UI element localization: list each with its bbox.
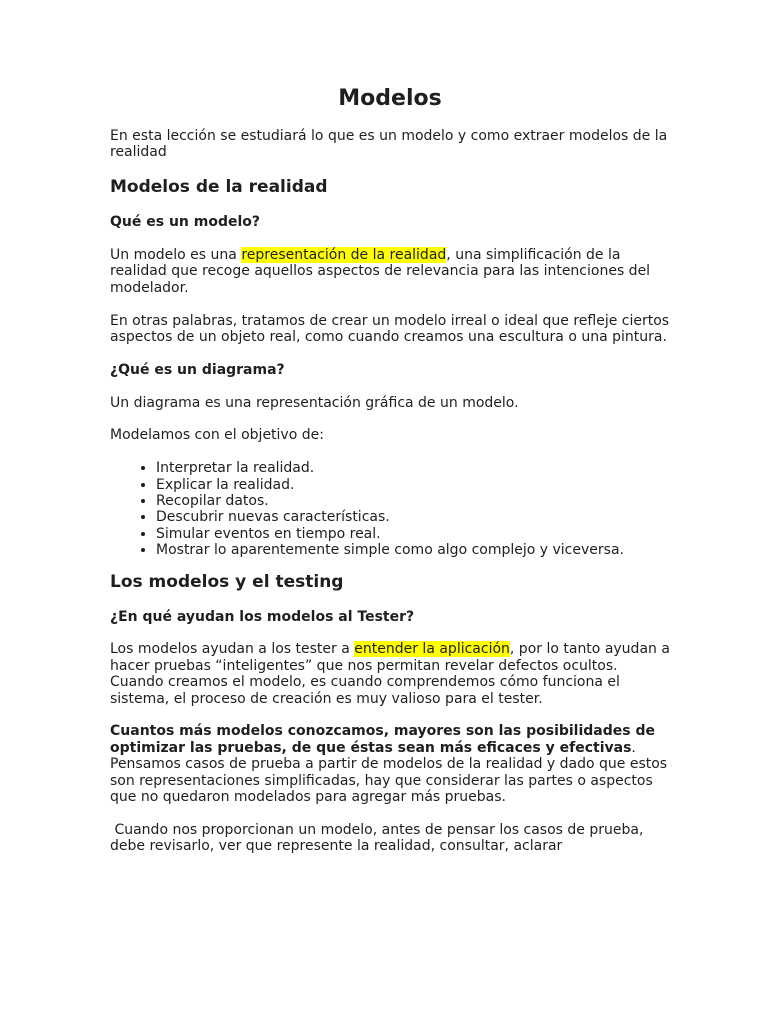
question-que-es-diagrama: ¿Qué es un diagrama?: [110, 361, 285, 378]
list-item: • Recopilar datos.: [156, 493, 670, 509]
section-heading-modelos-testing: Los modelos y el testing: [110, 571, 344, 592]
list-item: • Interpretar la realidad.: [156, 460, 670, 476]
list-item: • Explicar la realidad.: [156, 477, 670, 493]
paragraph-diagrama: Un diagrama es una representación gráfica de un modelo.: [110, 394, 519, 411]
list-item: • Descubrir nuevas características.: [156, 509, 670, 525]
list-item: • Simular eventos en tiempo real.: [156, 526, 670, 542]
page-title: Modelos: [338, 86, 442, 111]
document-body: [110, 86, 670, 855]
objectives-list: [110, 460, 670, 558]
paragraph-objetivo: Modelamos con el objetivo de:: [110, 427, 324, 444]
bold-text: Cuantos más modelos conozcamos, mayores son las posibilidades de optimizar las pruebas, de que éstas sean más eficaces y efectivas: [110, 723, 655, 756]
highlighted-text: representación de la realidad: [241, 247, 447, 263]
highlighted-text: entender la aplicación: [354, 641, 510, 658]
question-que-es-modelo: Qué es un modelo?: [110, 214, 261, 231]
text-run: Un modelo es una: [110, 247, 242, 263]
list-item: • Mostrar lo aparentemente simple como algo complejo y viceversa.: [156, 542, 670, 558]
paragraph-ayudan-tester: [110, 641, 670, 707]
paragraph-otras-palabras: En otras palabras, tratamos de crear un modelo irreal o ideal que refleje ciertos aspectos de un objeto real, como cuando creamos una escultura o una pintura.: [110, 312, 670, 346]
question-ayudan-tester: ¿En qué ayudan los modelos al Tester?: [110, 608, 415, 625]
paragraph-cuantos-modelos: [110, 723, 670, 805]
text-run: , una simplificación de la realidad que recoge aquellos aspectos de relevancia para las intenciones del modelador.: [110, 247, 651, 296]
intro-paragraph: En esta lección se estudiará lo que es un modelo y como extraer modelos de la realidad: [110, 128, 668, 161]
paragraph-proporcionan-modelo: Cuando nos proporcionan un modelo, antes de pensar los casos de prueba, debe revisarlo, ver que represente la realidad, consultar, aclarar: [110, 821, 648, 855]
text-run: Los modelos ayudan a los tester a: [110, 641, 355, 658]
text-run: . Pensamos casos de prueba a partir de modelos de la realidad y dado que estos son representaciones simplificadas, hay que considerar las partes o aspectos que no quedaron modelados para agregar más pruebas.: [110, 739, 668, 806]
paragraph-definicion-modelo: [110, 247, 670, 296]
text-run: , por lo tanto ayudan a hacer pruebas “inteligentes” que nos permitan revelar defectos ocultos. Cuando creamos el modelo, es cuando comprendemos cómo funciona el sistema, el proceso de creación es muy valioso para el tester.: [110, 641, 670, 707]
section-heading-modelos-realidad: Modelos de la realidad: [110, 177, 328, 198]
